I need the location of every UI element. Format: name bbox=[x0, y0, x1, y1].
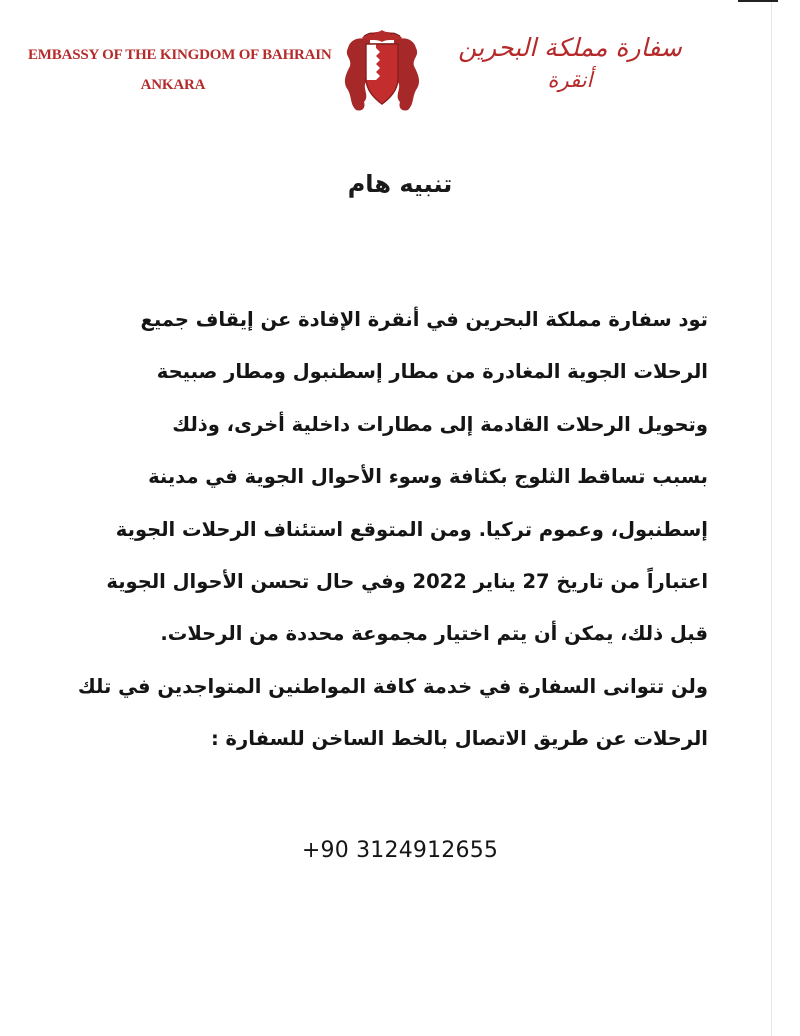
notice-line: قبل ذلك، يمكن أن يتم اختيار مجموعة محددة من الرحلات. bbox=[160, 622, 708, 646]
notice-body bbox=[77, 294, 708, 766]
notice-line: الرحلات عن طريق الاتصال بالخط الساخن للسفارة : bbox=[210, 727, 708, 751]
notice-line: بسبب تساقط الثلوج بكثافة وسوء الأحوال الجوية في مدينة bbox=[148, 465, 708, 489]
corner-mark bbox=[738, 0, 778, 6]
notice-title: تنبيه هام bbox=[347, 170, 453, 198]
notice-line: إسطنبول، وعموم تركيا. ومن المتوقع استئناف الرحلات الجوية bbox=[115, 517, 708, 541]
english-letterhead bbox=[28, 40, 332, 100]
arabic-letterhead bbox=[440, 30, 700, 94]
arabic-letterhead-line1: سفارة مملكة البحرين bbox=[458, 33, 682, 62]
notice-line: ولن تتوانى السفارة في خدمة كافة المواطنين المتواجدين في تلك bbox=[77, 674, 708, 698]
notice-line: تود سفارة مملكة البحرين في أنقرة الإفادة عن إيقاف جميع bbox=[140, 308, 708, 331]
arabic-letterhead-line2: أنقرة bbox=[547, 68, 593, 92]
english-letterhead-line2: ANKARA bbox=[140, 77, 206, 93]
hotline-phone-number: +90 3124912655 bbox=[301, 838, 499, 863]
notice-line: اعتباراً من تاريخ 27 يناير 2022 وفي حال تحسن الأحوال الجوية bbox=[106, 569, 708, 593]
bahrain-coat-of-arms-icon bbox=[340, 26, 424, 114]
english-letterhead-line1: EMBASSY OF THE KINGDOM OF BAHRAIN bbox=[28, 47, 332, 63]
notice-line: الرحلات الجوية المغادرة من مطار إسطنبول ومطار صبيحة bbox=[156, 360, 708, 384]
page-edge bbox=[771, 0, 772, 1036]
notice-line: وتحويل الرحلات القادمة إلى مطارات داخلية أخرى، وذلك bbox=[172, 412, 708, 436]
